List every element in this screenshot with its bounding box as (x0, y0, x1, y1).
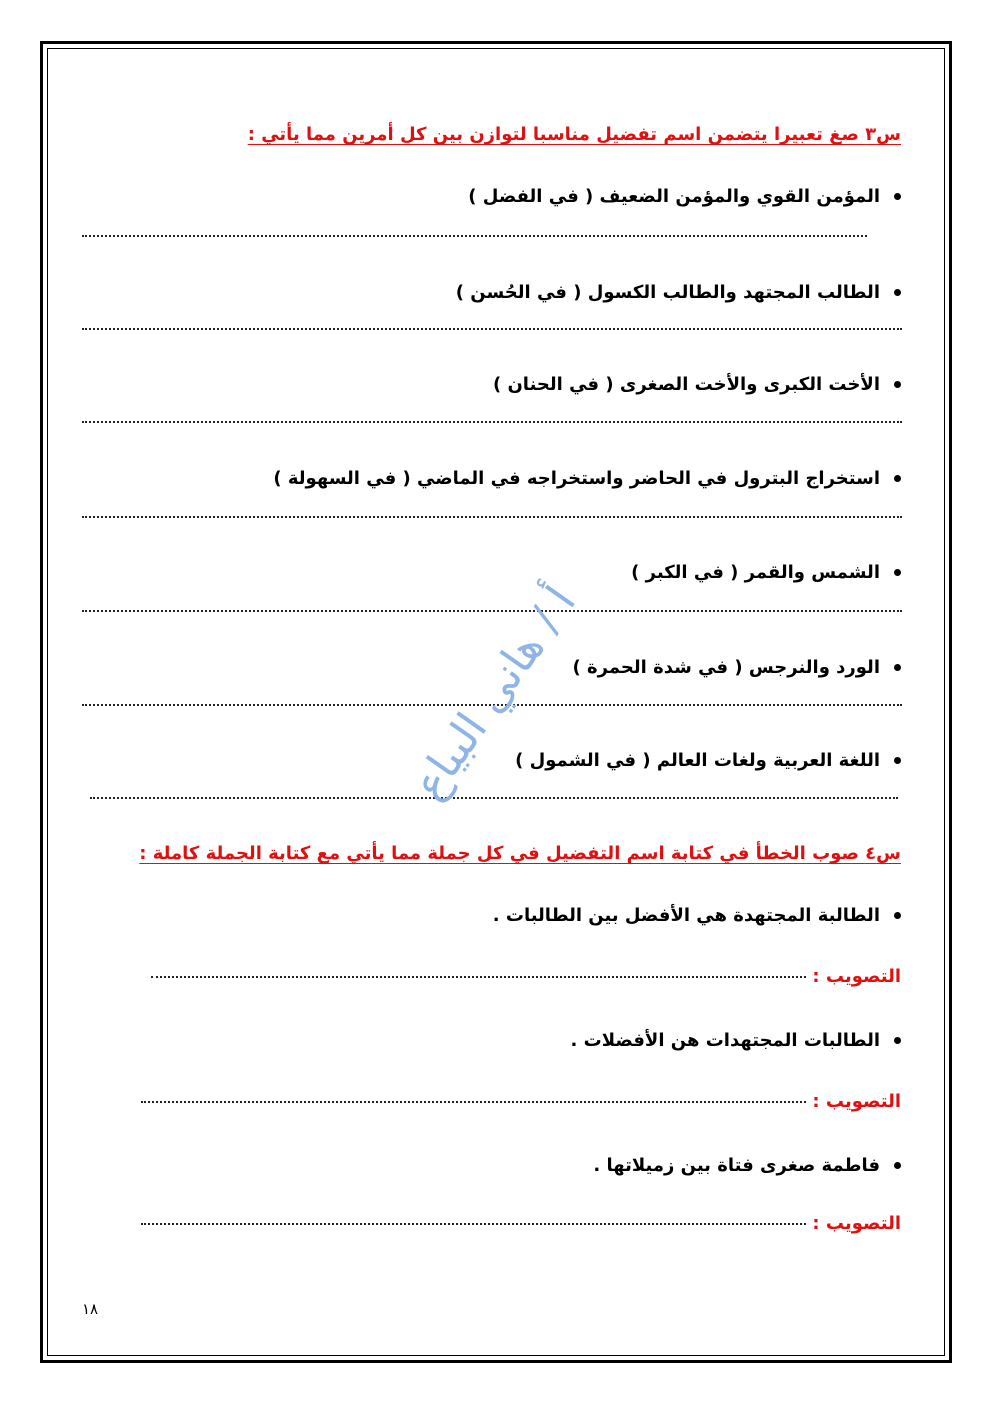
bullet-icon (894, 1162, 901, 1169)
correction-row (141, 1213, 901, 1234)
correction-row (151, 966, 901, 987)
answer-line[interactable] (82, 421, 902, 423)
correction-label: التصويب : (812, 1213, 901, 1234)
list-item: الطالب المجتهد والطالب الكسول ( في الحُسن ) (456, 282, 901, 303)
bullet-icon (894, 757, 901, 764)
bullet-icon (894, 193, 901, 200)
section4-heading: س٤ صوب الخطأ في كتابة اسم التفضيل في كل جملة مما يأتي مع كتابة الجملة كاملة : (139, 843, 901, 864)
correction-answer-line[interactable] (141, 1101, 806, 1103)
correction-answer-line[interactable] (141, 1223, 806, 1225)
page-number: ١٨ (82, 1300, 99, 1318)
list-item: فاطمة صغرى فتاة بين زميلاتها . (593, 1155, 901, 1176)
list-item: الأخت الكبرى والأخت الصغرى ( في الحنان ) (493, 374, 901, 395)
bullet-icon (894, 664, 901, 671)
bullet-icon (894, 475, 901, 482)
bullet-icon (894, 289, 901, 296)
answer-line[interactable] (82, 235, 867, 237)
list-item: الشمس والقمر ( في الكبر ) (631, 562, 901, 583)
bullet-icon (894, 1037, 901, 1044)
list-item: المؤمن القوي والمؤمن الضعيف ( في الفضل ) (468, 186, 901, 207)
correction-row (141, 1091, 901, 1112)
correction-answer-line[interactable] (151, 976, 806, 978)
list-item: اللغة العربية ولغات العالم ( في الشمول ) (515, 750, 901, 771)
watermark-text: أ / هاني البياع (402, 577, 587, 809)
watermark (350, 560, 630, 820)
bullet-icon (894, 381, 901, 388)
list-item: الطالبة المجتهدة هي الأفضل بين الطالبات . (493, 905, 901, 926)
list-item: الطالبات المجتهدات هن الأفضلات . (571, 1030, 901, 1051)
answer-line[interactable] (82, 516, 902, 518)
section3-heading: س٣ صغ تعبيرا يتضمن اسم تفضيل مناسبا لتوازن بين كل أمرين مما يأتي : (247, 124, 901, 145)
answer-line[interactable] (82, 328, 902, 330)
correction-label: التصويب : (812, 966, 901, 987)
correction-label: التصويب : (812, 1091, 901, 1112)
list-item: الورد والنرجس ( في شدة الحمرة ) (573, 657, 901, 678)
list-item: استخراج البترول في الحاضر واستخراجه في الماضي ( في السهولة ) (273, 468, 901, 489)
bullet-icon (894, 569, 901, 576)
bullet-icon (894, 912, 901, 919)
